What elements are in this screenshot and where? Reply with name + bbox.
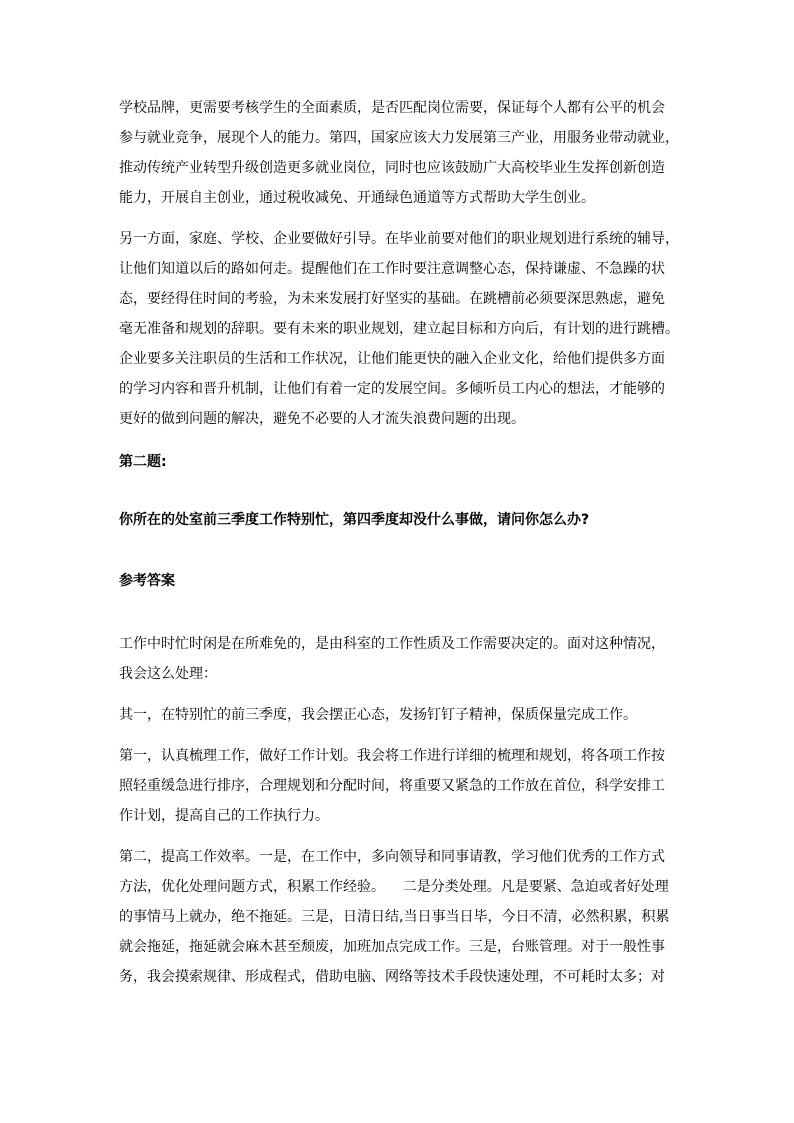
body-text-line: 的学习内容和晋升机制，让他们有着一定的发展空间。多倾听员工内心的想法，才能够的	[119, 381, 665, 397]
body-text-line: 更好的做到问题的解决，避免不必要的人才流失浪费问题的出现。	[119, 411, 525, 427]
body-text-line: 的事情马上就办，绝不拖延。三是，日清日结,当日事当日毕，今日不清，必然积累，积累	[119, 909, 670, 925]
section-heading: 第二题:	[119, 454, 167, 470]
question-text: 你所在的处室前三季度工作特别忙，第四季度却没什么事做，请问你怎么办?	[119, 512, 590, 528]
body-text-line: 态，要经得住时间的考验，为未来发展打好坚实的基础。在跳槽前必须要深思熟虑，避免	[119, 291, 665, 307]
body-text-line: 推动传统产业转型升级创造更多就业岗位，同时也应该鼓励广大高校毕业生发挥创新创造	[119, 160, 665, 176]
body-text-line: 第一，认真梳理工作，做好工作计划。我会将工作进行详细的梳理和规划，将各项工作按	[119, 748, 665, 764]
body-text-line: 能力，开展自主创业，通过税收减免、开通绿色通道等方式帮助大学生创业。	[119, 190, 595, 206]
body-text-line: 第二，提高工作效率。一是，在工作中，多向领导和同事请教，学习他们优秀的工作方式	[119, 849, 665, 865]
body-text-line: 让他们知道以后的路如何走。提醒他们在工作时要注意调整心态，保持谦虚、不急躁的状	[119, 261, 665, 277]
body-text-line: 另一方面，家庭、学校、企业要做好引导。在毕业前要对他们的职业规划进行系统的辅导，	[119, 231, 679, 247]
body-text-line: 工作中时忙时闲是在所难免的，是由科室的工作性质及工作需要决定的。面对这种情况，	[119, 636, 665, 652]
body-text-line: 照轻重缓急进行排序，合理规划和分配时间，将重要又紧急的工作放在首位，科学安排工	[119, 778, 665, 794]
body-text-line: 我会这么处理：	[119, 666, 217, 682]
body-text-line: 毫无准备和规划的辞职。要有未来的职业规划，建立起目标和方向后，有计划的进行跳槽。	[119, 321, 679, 337]
body-text-line: 作计划，提高自己的工作执行力。	[119, 808, 329, 824]
body-text-line: 务，我会摸索规律、形成程式，借助电脑、网络等技术手段快速处理，不可耗时太多；对	[119, 969, 665, 985]
body-text-line: 其一，在特别忙的前三季度，我会摆正心态，发扬钉钉子精神，保质保量完成工作。	[119, 707, 637, 723]
body-text-line: 方法，优化处理问题方式，积累工作经验。 二是分类处理。凡是要紧、急迫或者好处理	[119, 879, 669, 895]
body-text-line: 企业要多关注职员的生活和工作状况，让他们能更快的融入企业文化，给他们提供多方面	[119, 351, 665, 367]
body-text-line: 就会拖延，拖延就会麻木甚至颓废，加班加点完成工作。三是，台账管理。对于一般性事	[119, 939, 665, 955]
answer-heading: 参考答案	[119, 573, 175, 589]
body-text-line: 参与就业竞争，展现个人的能力。第四，国家应该大力发展第三产业，用服务业带动就业，	[119, 130, 679, 146]
body-text-line: 学校品牌，更需要考核学生的全面素质，是否匹配岗位需要，保证每个人都有公平的机会	[119, 100, 665, 116]
